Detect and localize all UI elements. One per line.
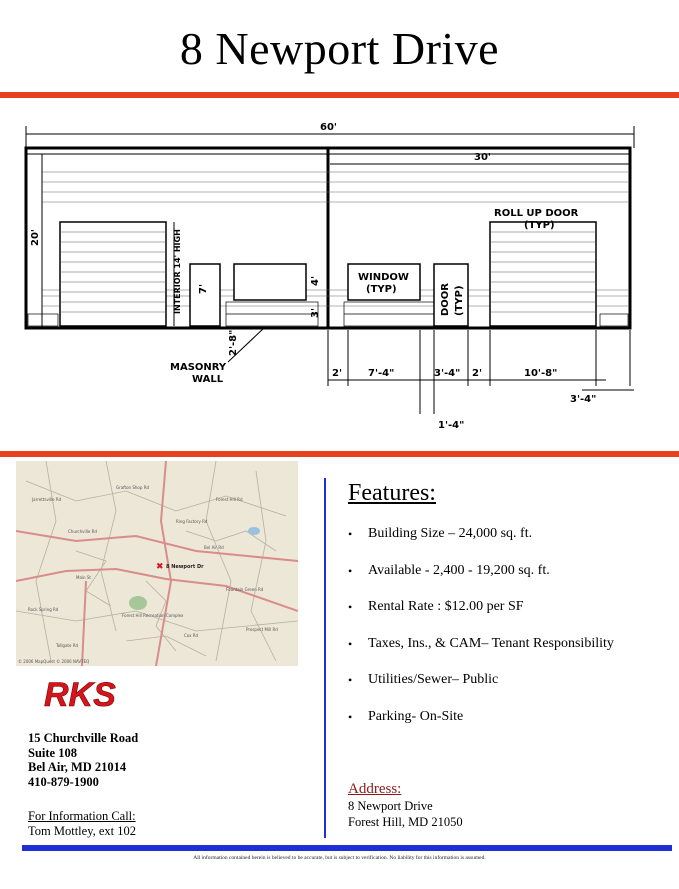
map-svg	[16, 461, 298, 666]
pond	[248, 527, 260, 535]
window-label-2: (TYP)	[366, 284, 397, 295]
feature-item	[348, 672, 614, 709]
dim-height-label: 20'	[30, 229, 41, 246]
map-road-label: Cox Rd	[184, 633, 199, 638]
bottom-divider-rule	[22, 845, 672, 851]
address-line: 15 Churchville Road	[28, 731, 139, 745]
dim-half-label: 30'	[474, 152, 491, 163]
door-label-2: (TYP)	[454, 285, 465, 316]
map-road-label: Fountain Green Rd	[226, 587, 264, 592]
feature-item	[348, 563, 614, 600]
feature-text: Available - 2,400 - 19,200 sq. ft.	[368, 562, 550, 578]
dim-chain-1: 2'	[332, 368, 343, 379]
dim-chain-2: 7'-4"	[368, 368, 395, 379]
dim-overall-label: 60'	[320, 122, 337, 133]
bullet-icon: •	[348, 636, 353, 651]
elevation-svg	[22, 118, 652, 438]
feature-item	[348, 636, 614, 673]
dim-end-label: 3'-4"	[570, 394, 597, 405]
sill-height-label: 3'	[310, 307, 321, 318]
dim-chain-3: 3'-4"	[434, 368, 461, 379]
interior-height-label: INTERIOR 14' HIGH	[173, 229, 182, 314]
map-marker-label: 8 Newport Dr	[166, 564, 204, 570]
bullet-icon: •	[348, 600, 353, 614]
window-height-label: 4'	[310, 275, 321, 286]
rks-logo	[42, 672, 132, 716]
phone-number: 410-879-1900	[28, 774, 99, 789]
window-left	[234, 264, 306, 300]
info-contact: Tom Mottley, ext 102	[28, 824, 137, 838]
feature-text: Building Size – 24,000 sq. ft.	[368, 526, 533, 541]
feature-text: Taxes, Ins., & CAM– Tenant Responsibility	[368, 635, 614, 651]
middle-divider-rule	[0, 451, 679, 457]
door-height-label: 7'	[198, 283, 209, 294]
map-road-label: Prospect Mill Rd	[246, 627, 278, 632]
info-heading: For Information Call:	[28, 809, 136, 823]
map-road-label: Jarrettsville Rd	[32, 497, 62, 502]
top-divider-rule	[0, 92, 679, 98]
address-line: Bel Air, MD 21014	[28, 760, 127, 774]
logo-text: RKS	[44, 676, 116, 714]
roll-door-label-2: (TYP)	[524, 220, 555, 231]
door-label-1: DOOR	[440, 282, 451, 316]
bullet-icon: •	[348, 709, 353, 724]
bullet-icon: •	[348, 673, 353, 687]
map-copyright: © 2006 MapQuest © 2006 NAVTEQ	[18, 659, 90, 664]
dim-low-label: 1'-4"	[438, 420, 465, 431]
masonry-label-2: WALL	[192, 374, 224, 385]
feature-item	[348, 709, 614, 746]
map-road-label: Churchville Rd	[68, 529, 97, 534]
map-road-label: Ring Factory Rd	[176, 519, 208, 524]
location-map[interactable]	[16, 461, 298, 666]
feature-item	[348, 599, 614, 636]
map-road-label: Bel Air Rd	[204, 545, 224, 550]
address-line: Suite 108	[28, 745, 77, 760]
bullet-icon: •	[348, 527, 353, 541]
map-road-label: Main St	[76, 575, 91, 580]
map-road-label: Rock Spring Rd	[28, 607, 59, 612]
address-heading: Address:	[348, 781, 402, 797]
map-park-label: Forest Hill Recreation Complex	[122, 613, 184, 618]
page-title: 8 Newport Drive	[179, 23, 500, 74]
masonry-label-1: MASONRY	[170, 362, 227, 373]
base-height-label: 2'-8"	[228, 329, 239, 356]
bullet-icon: •	[348, 563, 353, 578]
dim-chain-4: 2'	[472, 368, 483, 379]
feature-text: Rental Rate : $12.00 per SF	[368, 599, 524, 614]
map-road-label: Tollgate Rd	[56, 643, 79, 648]
company-address	[28, 731, 138, 789]
address-line: Forest Hill, MD 21050	[348, 815, 463, 829]
property-address	[348, 798, 463, 830]
map-road-label: Grafton Shop Rd	[116, 485, 150, 490]
roll-door-label-1: ROLL UP DOOR	[494, 208, 579, 219]
window-label-1: WINDOW	[358, 272, 409, 283]
address-line: 8 Newport Drive	[348, 799, 433, 813]
map-marker-icon: ✖	[156, 562, 164, 572]
building-elevation-drawing	[22, 118, 652, 438]
dim-chain-5: 10'-8"	[524, 368, 558, 379]
door-left	[190, 264, 220, 326]
features-heading: Features:	[348, 480, 436, 506]
features-list	[348, 526, 614, 745]
roll-up-door-left	[60, 222, 166, 326]
feature-text: Utilities/Sewer– Public	[368, 672, 499, 687]
vertical-divider	[324, 478, 326, 838]
feature-item	[348, 526, 614, 563]
park-area	[129, 596, 147, 610]
map-road-label: Forest Hill Rd	[216, 497, 243, 502]
disclaimer: All information contained herein is believed to be accurate, but is subject to verification. No liability for this information is assumed.	[193, 855, 486, 861]
roll-up-door-right	[490, 222, 596, 326]
feature-text: Parking- On-Site	[368, 708, 464, 724]
